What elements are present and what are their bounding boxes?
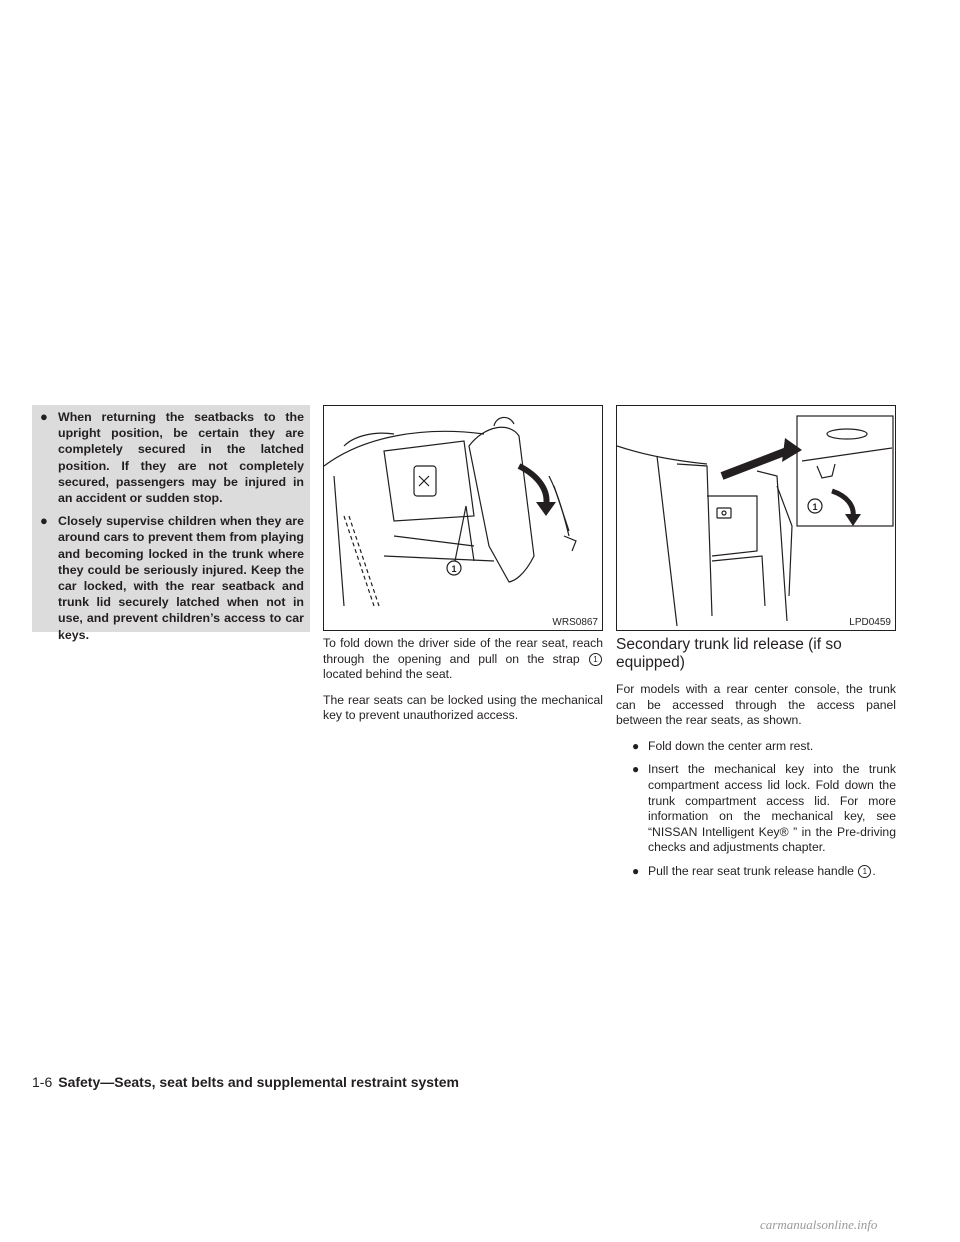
- warning-item: ● Closely supervise children when they are around cars to prevent them from playing and becoming locked in the trunk where they could be seriously injured. Keep the car locked, with the rear seatback and trunk lid securely latched when not in use, and prevent children’s access to car keys.: [40, 513, 304, 642]
- figure-code: WRS0867: [552, 617, 598, 628]
- circled-number-icon: 1: [858, 865, 871, 878]
- circled-number-icon: 1: [589, 653, 602, 666]
- lock-instructions: The rear seats can be locked using the mechanical key to prevent unauthorized access.: [323, 692, 603, 723]
- figure-code: LPD0459: [849, 617, 891, 628]
- figure-rear-seat-strap: [323, 405, 603, 631]
- callout-label: 1: [451, 564, 457, 574]
- bullet-icon: ●: [632, 863, 640, 878]
- intro-paragraph: For models with a rear center console, the trunk can be accessed through the access panel between the rear seats, as shown.: [616, 682, 896, 728]
- callout-label: 1: [812, 502, 818, 512]
- warning-box: [32, 405, 310, 642]
- page-number: 1-6: [32, 1074, 53, 1090]
- bullet-icon: ●: [632, 762, 640, 777]
- watermark: carmanualsonline.info: [760, 1217, 878, 1232]
- list-item: ● Insert the mechanical key into the trunk compartment access lid lock. Fold down the trunk compartment access lid. For more information on the mechanical key, see “NISSAN Intelligent Key® ” in the Pre-driving checks and adjustments chapter.: [632, 762, 896, 855]
- seat-illustration: [324, 406, 603, 631]
- bullet-icon: ●: [632, 738, 640, 753]
- figure-trunk-release: [616, 405, 896, 631]
- page-footer: [32, 1074, 459, 1090]
- steps-list: [616, 739, 896, 880]
- warning-item: ● When returning the seatbacks to the upright position, be certain they are completely secured in the latched position. If they are not completely secured, passengers may be injured in an accident or sudden stop.: [40, 409, 304, 506]
- fold-instructions: To fold down the driver side of the rear seat, reach through the opening and pull on the strap 1 located behind the seat.: [323, 636, 603, 682]
- bullet-icon: ●: [40, 513, 48, 529]
- list-item: ● Pull the rear seat trunk release handle 1 .: [632, 863, 876, 878]
- bullet-icon: ●: [40, 409, 48, 424]
- section-heading: Secondary trunk lid release (if so equipped): [616, 636, 842, 671]
- list-item: ● Fold down the center arm rest.: [632, 738, 814, 753]
- middle-column: [323, 636, 603, 734]
- section-title: Safety—Seats, seat belts and supplemental restraint system: [58, 1074, 459, 1090]
- trunk-illustration: [617, 406, 896, 631]
- right-column: [616, 636, 896, 888]
